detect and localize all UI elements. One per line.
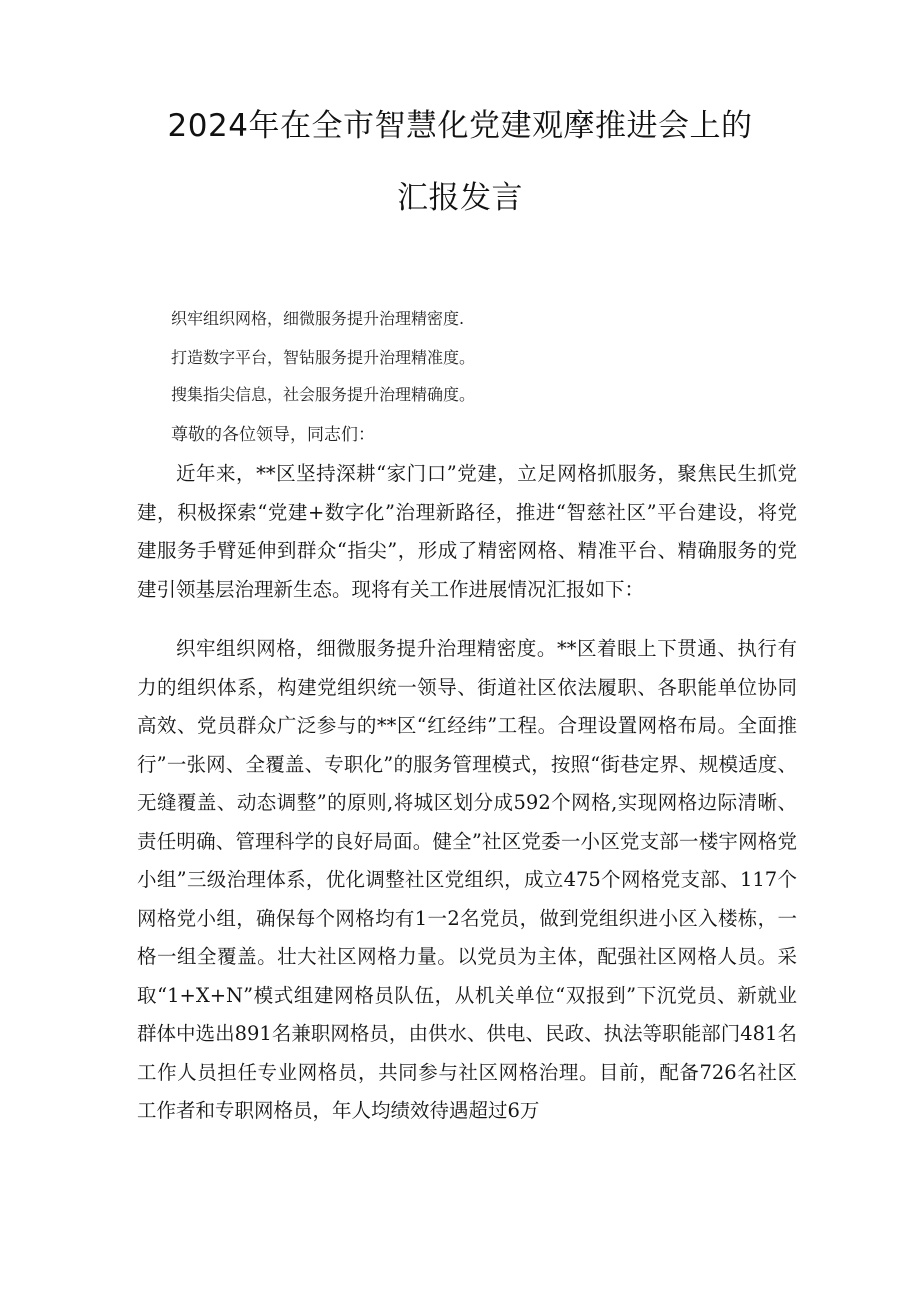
body-paragraph-2: 织牢组织网格，细微服务提升治理精密度。**区着眼上下贯通、执行有力的组织体系，构建党组织统一领导、街道社区依法履职、各职能单位协同高效、党员群众广泛参与的**区“红经纬”工程。合理设置网格布局。全面推行”一张网、全覆盖、专职化”的服务管理模式，按照“街巷定界、规模适度、无缝覆盖、动态调整”的原则,将城区划分成592个网格,实现网格边际清晰、责任明确、管理科学的良好局面。健全”社区党委一小区党支部一楼宇网格党小组”三级治理体系，优化调整社区党组织，成立475个网格党支部、117个网格党小组，确保每个网格均有1一2名党员，做到党组织进小区入楼栋，一格一组全覆盖。壮大社区网格力量。以党员为主体，配强社区网格人员。采取“1+X+N”模式组建网格员队伍，从机关单位“双报到”下沉党员、新就业群体中选出891名兼职网格员，由供水、供电、民政、执法等职能部门481名工作人员担任专业网格员，共同参与社区网格治理。目前，配备726名社区工作者和专职网格员，年人均绩效待遇超过6万 bbox=[137, 637, 797, 1122]
document-title-line-2: 汇报发言 bbox=[397, 180, 523, 216]
summary-line-3: 搜集指尖信息，社会服务提升治理精确度。 bbox=[171, 385, 476, 404]
document-title-line-1: 2024年在全市智慧化党建观摩推进会上的 bbox=[167, 108, 753, 144]
body-paragraph-1: 近年来，**区坚持深耕“家门口”党建，立足网格抓服务，聚焦民生抓党建，积极探索“党建+数字化”治理新路径，推进“智慈社区”平台建设，将党建服务手臂延伸到群众“指尖”，形成了精密网格、精准平台、精确服务的党建引领基层治理新生态。现将有关工作进展情况汇报如下： bbox=[137, 462, 797, 601]
summary-line-2: 打造数字平台，智钻服务提升治理精准度。 bbox=[171, 348, 476, 367]
summary-line-1: 织牢组织网格，细微服务提升治理精密度. bbox=[171, 309, 465, 328]
salutation: 尊敬的各位领导，同志们： bbox=[171, 425, 375, 445]
